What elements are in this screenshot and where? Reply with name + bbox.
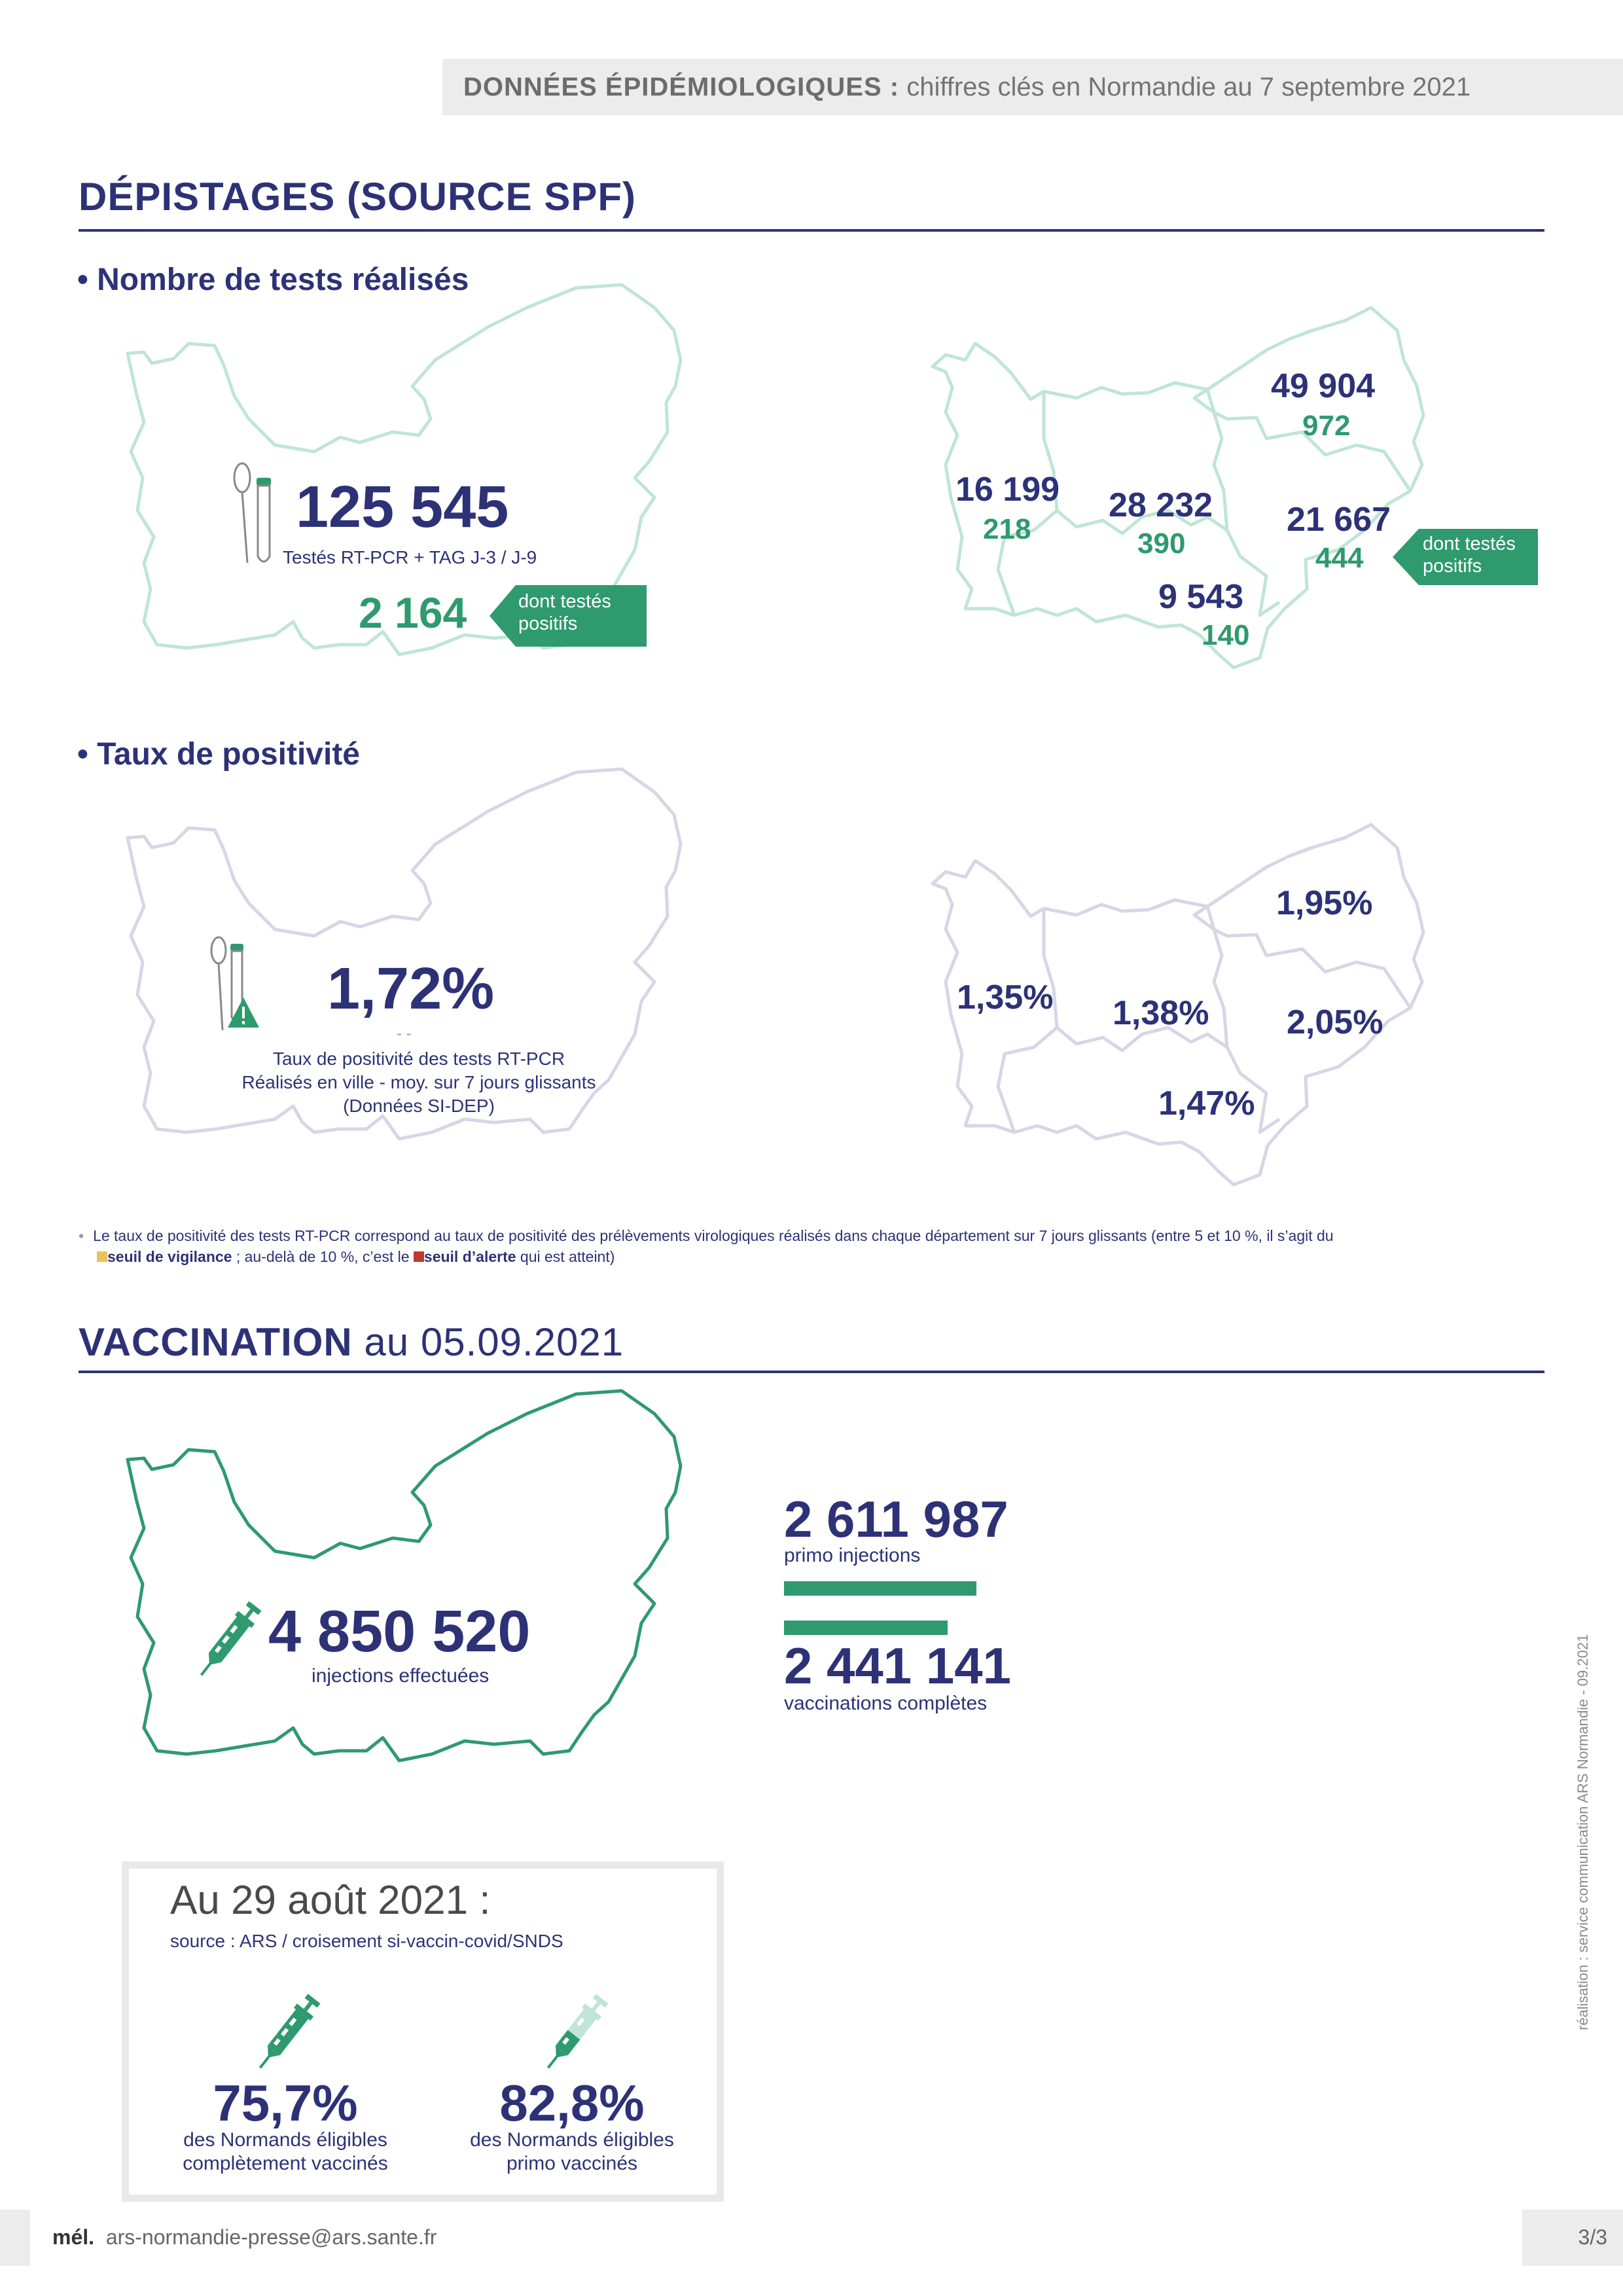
note-bullet: • (79, 1227, 84, 1244)
dept-tests-value: 16 199 (955, 471, 1060, 509)
stat2-line1: des Normands éligibles (470, 2129, 674, 2151)
dept-positive-value: 972 (1302, 410, 1351, 442)
dept-tests-value: 28 232 (1109, 486, 1213, 524)
vaccination-title-bold: VACCINATION (79, 1320, 353, 1364)
rate-label-line1: Taux de positivité des tests RT-PCR (272, 1049, 565, 1069)
dept-positive-value: 444 (1315, 542, 1364, 574)
test-tube-icon (228, 458, 280, 569)
subtitle-positivity: • Taux de positivité (77, 737, 360, 772)
stat1-line2: complètement vaccinés (183, 2153, 388, 2174)
side-credit: réalisation : service communication ARS Normandie - 09.2021 (1575, 1634, 1591, 2030)
dept-positive-tag-line1: dont testés (1423, 533, 1516, 554)
stat1-line1: des Normands éligibles (183, 2129, 387, 2151)
dept-tests-value: 49 904 (1271, 367, 1376, 405)
stat2-label (435, 2128, 709, 2176)
section-title-vaccination (79, 1319, 624, 1365)
dept-positive-value: 390 (1137, 528, 1186, 560)
primo-label: primo injections (784, 1545, 921, 1566)
rate-marker: - - (397, 1025, 412, 1043)
page-number: 3/3 (1578, 2225, 1607, 2249)
total-tests-label: Testés RT-PCR + TAG J-3 / J-9 (283, 547, 537, 567)
dept-rate-value: 1,47% (1158, 1085, 1255, 1122)
header-title-rest: chiffres clés en Normandie au 7 septembre 2021 (899, 73, 1471, 101)
stat2-value: 82,8% (499, 2074, 645, 2132)
total-injections-value: 4 850 520 (268, 1599, 531, 1664)
box-source: source : ARS / croisement si-vaccin-covid/SNDS (170, 1931, 563, 1951)
rate-label-line3: (Données SI-DEP) (343, 1096, 495, 1116)
subtitle-tests: • Nombre de tests réalisés (77, 262, 469, 297)
note-line1: Le taux de positivité des tests RT-PCR correspond au taux de positivité des prélèvements virologiques réalisés dans chaque département sur 7 jours glissants (entre 5 et 10 %, il s’agit du (93, 1227, 1334, 1244)
dept-positive-tag (1419, 529, 1538, 585)
positive-tag-line2: positifs (518, 613, 578, 634)
stat1-label (148, 2128, 423, 2176)
note-vigilance: seuil de vigilance (107, 1248, 232, 1265)
note-end: qui est atteint) (516, 1248, 615, 1265)
header-title (463, 65, 1471, 109)
primo-bar (784, 1581, 976, 1596)
section-rule-depistages (79, 229, 1544, 232)
footer-mel-label: mél. (52, 2225, 95, 2249)
stat1-value: 75,7% (213, 2074, 358, 2132)
dept-tests-value: 21 667 (1287, 501, 1391, 539)
syringe-full-icon (249, 1983, 327, 2081)
dept-rate-value: 2,05% (1287, 1003, 1383, 1041)
positive-tag (516, 585, 647, 647)
total-injections-label: injections effectuées (312, 1665, 490, 1687)
header-title-bold: DONNÉES ÉPIDÉMIOLOGIQUES : (463, 73, 900, 101)
dept-rate-value: 1,35% (957, 978, 1054, 1016)
dept-positive-tag-line2: positifs (1423, 556, 1482, 577)
positivity-note (79, 1225, 1551, 1267)
complete-label: vaccinations complètes (784, 1693, 988, 1714)
footer-contact (52, 2225, 437, 2250)
total-rate-value: 1,72% (327, 956, 495, 1022)
complete-value: 2 441 141 (784, 1637, 1012, 1695)
dept-rate-value: 1,38% (1113, 994, 1209, 1032)
total-tests-value: 125 545 (296, 475, 509, 540)
note-alerte: seuil d’alerte (423, 1248, 516, 1265)
syringe-half-icon (537, 1983, 615, 2081)
note-middle: ; au-delà de 10 %, c’est le (232, 1248, 414, 1265)
footer-email[interactable]: ars-normandie-presse@ars.sante.fr (105, 2225, 437, 2249)
dept-rate-value: 1,95% (1276, 884, 1373, 922)
syringe-icon (190, 1590, 268, 1689)
dept-positive-value: 218 (983, 513, 1031, 545)
dept-positive-value: 140 (1202, 619, 1250, 651)
vaccination-title-rest: au 05.09.2021 (352, 1320, 624, 1364)
section-title-depistages: DÉPISTAGES (SOURCE SPF) (79, 175, 636, 219)
primo-value: 2 611 987 (784, 1490, 1008, 1548)
test-tube-warning-icon (204, 932, 270, 1037)
section-rule-vaccination (79, 1371, 1544, 1373)
rate-label-line2: Réalisés en ville - moy. sur 7 jours glissants (241, 1072, 596, 1092)
complete-bar (784, 1621, 948, 1635)
box-title: Au 29 août 2021 : (170, 1878, 491, 1923)
footer-left-band (0, 2210, 30, 2266)
total-positive-value: 2 164 (359, 588, 467, 637)
rate-label (190, 1047, 648, 1118)
stat2-line2: primo vaccinés (506, 2153, 638, 2174)
vigilance-swatch (97, 1251, 107, 1262)
dept-tests-value: 9 543 (1158, 578, 1244, 616)
alerte-swatch (414, 1251, 424, 1262)
positive-tag-line1: dont testés (518, 591, 611, 612)
